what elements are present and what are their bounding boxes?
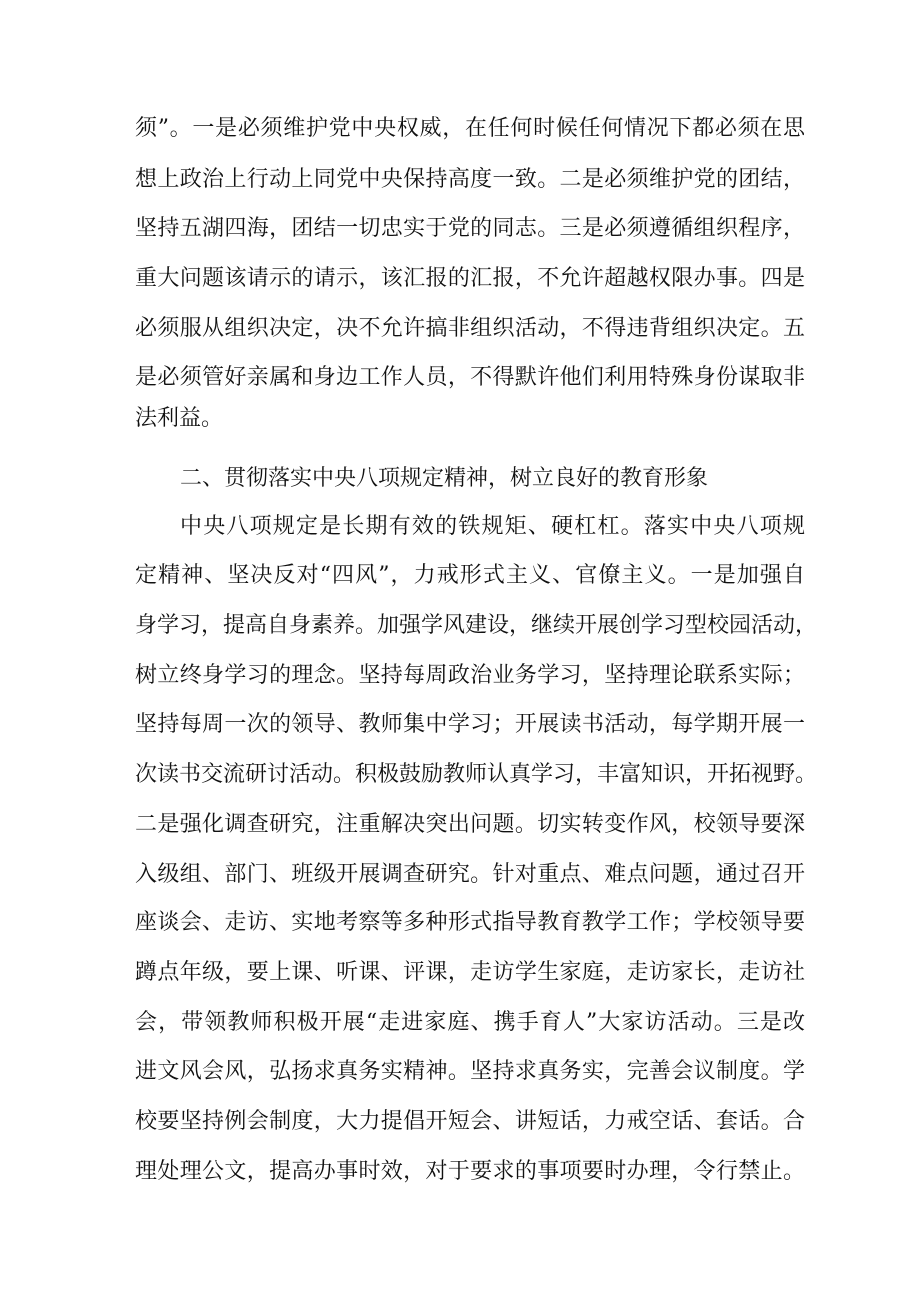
text-line: 身学习，提高自身素养。加强学风建设，继续开展创学习型校园活动， [135,613,818,638]
text-line: 树立终身学习的理念。坚持每周政治业务学习，坚持理论联系实际； [135,663,805,688]
text-line: 是必须管好亲属和身边工作人员，不得默许他们利用特殊身份谋取非 [135,365,805,390]
text-line: 想上政治上行动上同党中央保持高度一致。二是必须维护党的团结， [135,167,805,192]
text-line: 法利益。 [135,406,224,431]
text-line: 入级组、部门、班级开展调查研究。针对重点、难点问题，通过召开 [135,862,805,887]
text-line: 须”。一是必须维护党中央权威，在任何时候任何情况下都必须在思 [135,116,805,141]
text-line: 坚持五湖四海，团结一切忠实于党的同志。三是必须遵循组织程序， [135,216,805,241]
text-line: 坚持每周一次的领导、教师集中学习；开展读书活动，每学期开展一 [135,712,805,737]
text-line: 中央八项规定是长期有效的铁规矩、硬杠杠。落实中央八项规 [180,514,805,539]
text-line: 会，带领教师积极开展“走进家庭、携手育人”大家访活动。三是改 [135,1010,805,1035]
text-line: 定精神、坚决反对“四风”，力戒形式主义、官僚主义。一是加强自 [135,563,805,588]
section-heading: 二、贯彻落实中央八项规定精神，树立良好的教育形象 [180,466,709,491]
text-line: 重大问题该请示的请示，该汇报的汇报，不允许超越权限办事。四是 [135,266,805,291]
text-line: 二是强化调查研究，注重解决突出问题。切实转变作风，校领导要深 [135,812,805,837]
text-line: 蹲点年级，要上课、听课、评课，走访学生家庭，走访家长，走访社 [135,960,805,985]
text-line: 理处理公文，提高办事时效，对于要求的事项要时办理，令行禁止。 [135,1159,805,1184]
text-line: 必须服从组织决定，决不允许搞非组织活动，不得违背组织决定。五 [135,316,805,341]
text-line: 次读书交流研讨活动。积极鼓励教师认真学习，丰富知识，开拓视野。 [135,762,818,787]
text-line: 校要坚持例会制度，大力提倡开短会、讲短话，力戒空话、套话。合 [135,1109,805,1134]
text-line: 座谈会、走访、实地考察等多种形式指导教育教学工作；学校领导要 [135,910,805,935]
text-line: 进文风会风，弘扬求真务实精神。坚持求真务实，完善会议制度。学 [135,1059,805,1084]
